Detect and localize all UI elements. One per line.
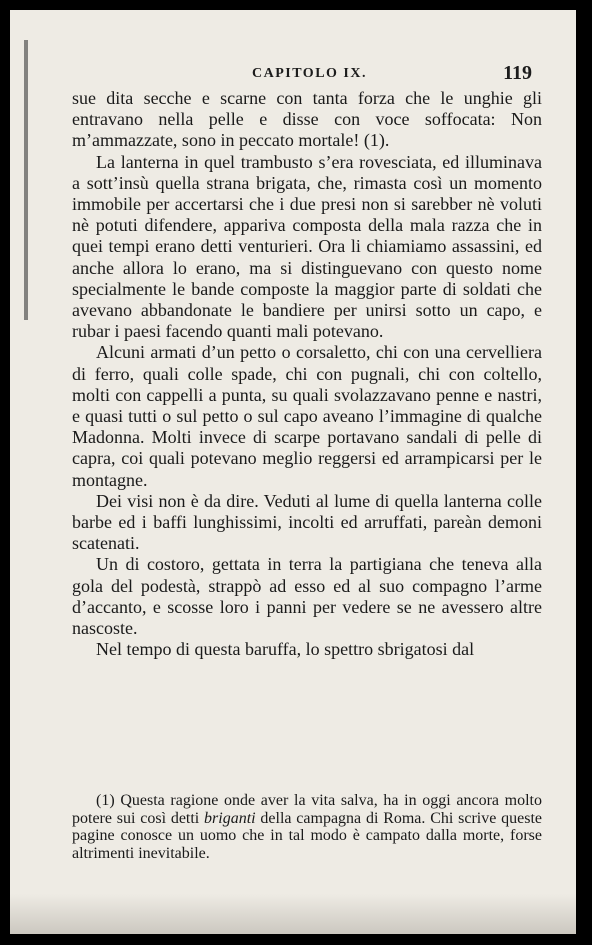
footnote-text-start: (1) Questa ragione onde aver la vita salva, ha in oggi ancora molto potere sui così detti bbox=[72, 792, 542, 827]
paragraph-5: Un di costoro, gettata in terra la partigiana che teneva alla gola del podestà, strappò ad esso ed al suo compagno l’arme d’accanto, e scosse loro i panni per vedere se ne avessero altre nascoste. bbox=[72, 554, 542, 639]
body-text bbox=[72, 88, 542, 660]
paragraph-6: Nel tempo di questa baruffa, lo spettro sbrigatosi dal bbox=[96, 639, 475, 660]
paragraph-2: La lanterna in quel trambusto s’era rovesciata, ed illuminava a sott’insù quella strana brigata, che, rimasta così un momento immobile per accertarsi che i due presi non si sarebber nè voluti nè potuti difendere, appariva composta della mala razza che in quei tempi erano detti venturieri. Ora li chiamiamo assassini, ed anche allora lo erano, ma si distinguevano con questo nome specialmente le bande composte la maggior parte di soldati che avevano abbandonate le bandiere per unirsi sotto un capo, e rubar i paesi facendo quanti mali potevano. bbox=[72, 151, 542, 342]
paragraph-1: sue dita secche e scarne con tanta forza che le unghie gli entravano nella pelle e disse con voce soffocata: Non m’ammazzate, sono in peccato mortale! (1). bbox=[72, 88, 542, 151]
book-page bbox=[10, 10, 576, 934]
footnote-text bbox=[72, 792, 542, 862]
page-header bbox=[72, 62, 542, 88]
page-number: 119 bbox=[503, 62, 532, 84]
footnote-emphasis: briganti bbox=[204, 809, 256, 827]
paragraph-3: Alcuni armati d’un petto o corsaletto, chi con una cervelliera di ferro, quali colle spade, chi con pugnali, chi con coltello, molti con cappelli a punta, su quali svolazzavano penne e nastri, e quasi tutti o sul petto o sul capo aveano l’immagine di qualche Madonna. Molti invece di scarpe portavano sandali di pelle di capra, coi quali potevano meglio reggersi ed arrampicarsi per le montagne. bbox=[72, 342, 542, 490]
footnote-text-end: della campagna di Roma. Chi scrive queste pagine conosce un uomo che in tal modo è campato dalla morte, forse altrimenti inevitabile. bbox=[72, 809, 542, 862]
paragraph-4: Dei visi non è da dire. Veduti al lume di quella lanterna colle barbe ed i baffi lunghissimi, incolti ed arruffati, pareàn demoni scatenati. bbox=[72, 490, 542, 554]
page-bottom-shadow bbox=[10, 894, 576, 934]
running-head: CAPITOLO IX. bbox=[252, 66, 367, 81]
binding-shadow bbox=[24, 40, 28, 320]
footnote bbox=[72, 792, 542, 862]
